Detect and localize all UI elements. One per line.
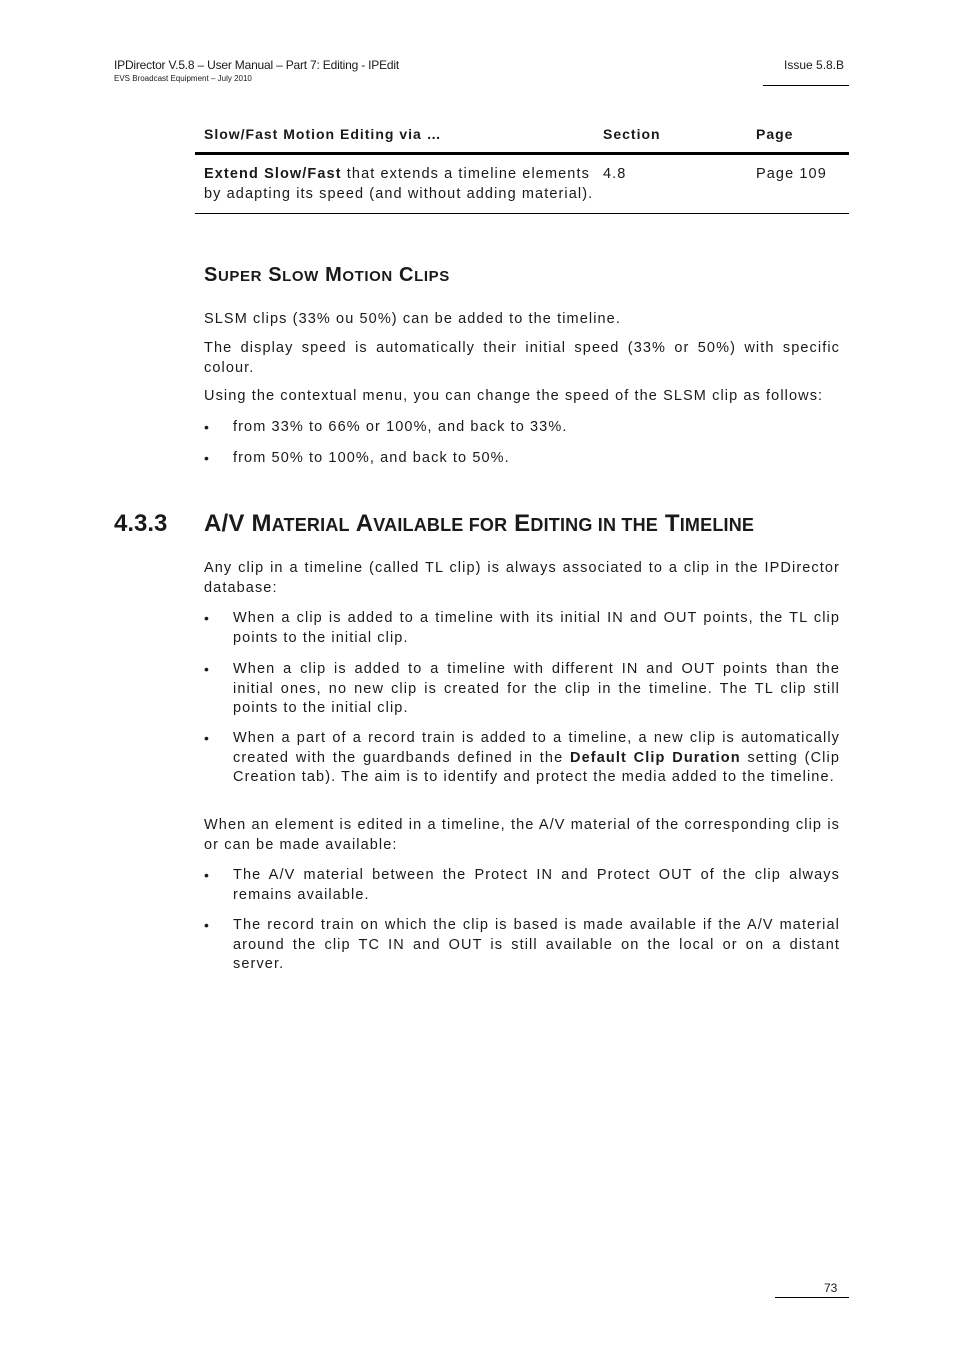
bullet-icon: • [204,450,211,466]
cell-text: that extends a timeline elements by adapting its speed (and without adding material). [204,166,594,202]
list-item-text [233,729,840,788]
list-item [204,729,840,788]
title-cap: A [349,510,374,537]
list-item [204,660,840,719]
list-item [204,449,840,469]
list-item-text: The record train on which the clip is based is made available if the A/V material around the clip TC IN and OUT is still available on the local or on a distant server. [233,917,840,972]
list-item [204,418,840,438]
bullet3-text-after: setting (Clip Creation tab). The aim is to identify and protect the media added to the timeline. [233,749,840,785]
list-item [204,866,840,905]
page-number: 73 [824,1281,838,1295]
section-paragraph-2: When an element is edited in a timeline, the A/V material of the corresponding clip is or can be made available: [204,817,840,853]
section-title [204,510,754,538]
column-header-method: Slow/Fast Motion Editing via … [204,126,442,142]
heading-smallcaps: UPER [217,268,263,285]
heading-cap: S [204,264,218,286]
heading-cap: M [318,264,343,286]
table-cell-section: 4.8 [603,166,627,182]
bullet-icon: • [204,730,211,746]
heading-cap: S [262,264,283,286]
table-cell-page: Page 109 [756,166,827,182]
heading-cap: C [392,264,415,286]
section-intro: Any clip in a timeline (called TL clip) is always associated to a clip in the IPDirector database: [204,560,840,596]
title-smallcaps: DITING IN THE [530,515,658,535]
reference-table [195,116,849,214]
table-cell-method [195,165,594,204]
bullet3-text-before: When a part of a record train is added to a timeline, a new clip is automatically created with the guardbands defined in the [233,730,840,766]
header-title: IPDirector V.5.8 – User Manual – Part 7: Editing - IPEdit [114,58,399,72]
title-cap: A/V M [204,510,272,537]
title-cap: T [658,510,680,537]
table-row [195,155,849,214]
column-header-page: Page [756,126,794,142]
list-item-text: from 50% to 100%, and back to 50%. [233,450,510,466]
column-header-section: Section [603,126,661,142]
title-smallcaps: ATERIAL [271,515,350,535]
bullet-icon: • [204,661,211,677]
slsm-paragraph-1: SLSM clips (33% ou 50%) can be added to the timeline. [204,311,621,327]
heading-smallcaps: LOW [282,268,319,285]
slsm-paragraph-3: Using the contextual menu, you can change the speed of the SLSM clip as follows: [204,388,824,404]
list-item-text: The A/V material between the Protect IN and Protect OUT of the clip always remains available. [233,867,840,903]
header-rule [763,85,849,86]
bullet-icon: • [204,917,211,933]
bullet-icon: • [204,419,211,435]
heading-smallcaps: LIPS [414,268,450,285]
list-item-text: When a clip is added to a timeline with different IN and OUT points than the initial ones, no new clip is created for the clip in the timeline. The TL clip still points to the initial clip. [233,661,840,716]
title-cap: E [507,510,531,537]
heading-smallcaps: OTION [342,268,393,285]
section-number: 4.3.3 [114,510,168,537]
slsm-paragraph-2: The display speed is automatically their initial speed (33% or 50%) with specific colour. [204,340,840,376]
list-item-text: from 33% to 66% or 100%, and back to 33%. [233,419,568,435]
title-smallcaps: IMELINE [679,515,755,535]
table-header-row [195,116,849,155]
footer-rule [775,1297,849,1298]
list-item [204,609,840,648]
header-subtitle: EVS Broadcast Equipment – July 2010 [114,74,252,83]
super-slow-heading [204,264,450,287]
list-item-text: When a clip is added to a timeline with its initial IN and OUT points, the TL clip points to the initial clip. [233,610,840,646]
bullet-icon: • [204,610,211,626]
bullet3-bold-term: Default Clip Duration [570,749,741,766]
cell-bold-term: Extend Slow/Fast [204,166,342,182]
title-smallcaps: VAILABLE FOR [373,515,508,535]
header-issue: Issue 5.8.B [784,58,845,72]
list-item [204,916,840,975]
bullet-icon: • [204,867,211,883]
